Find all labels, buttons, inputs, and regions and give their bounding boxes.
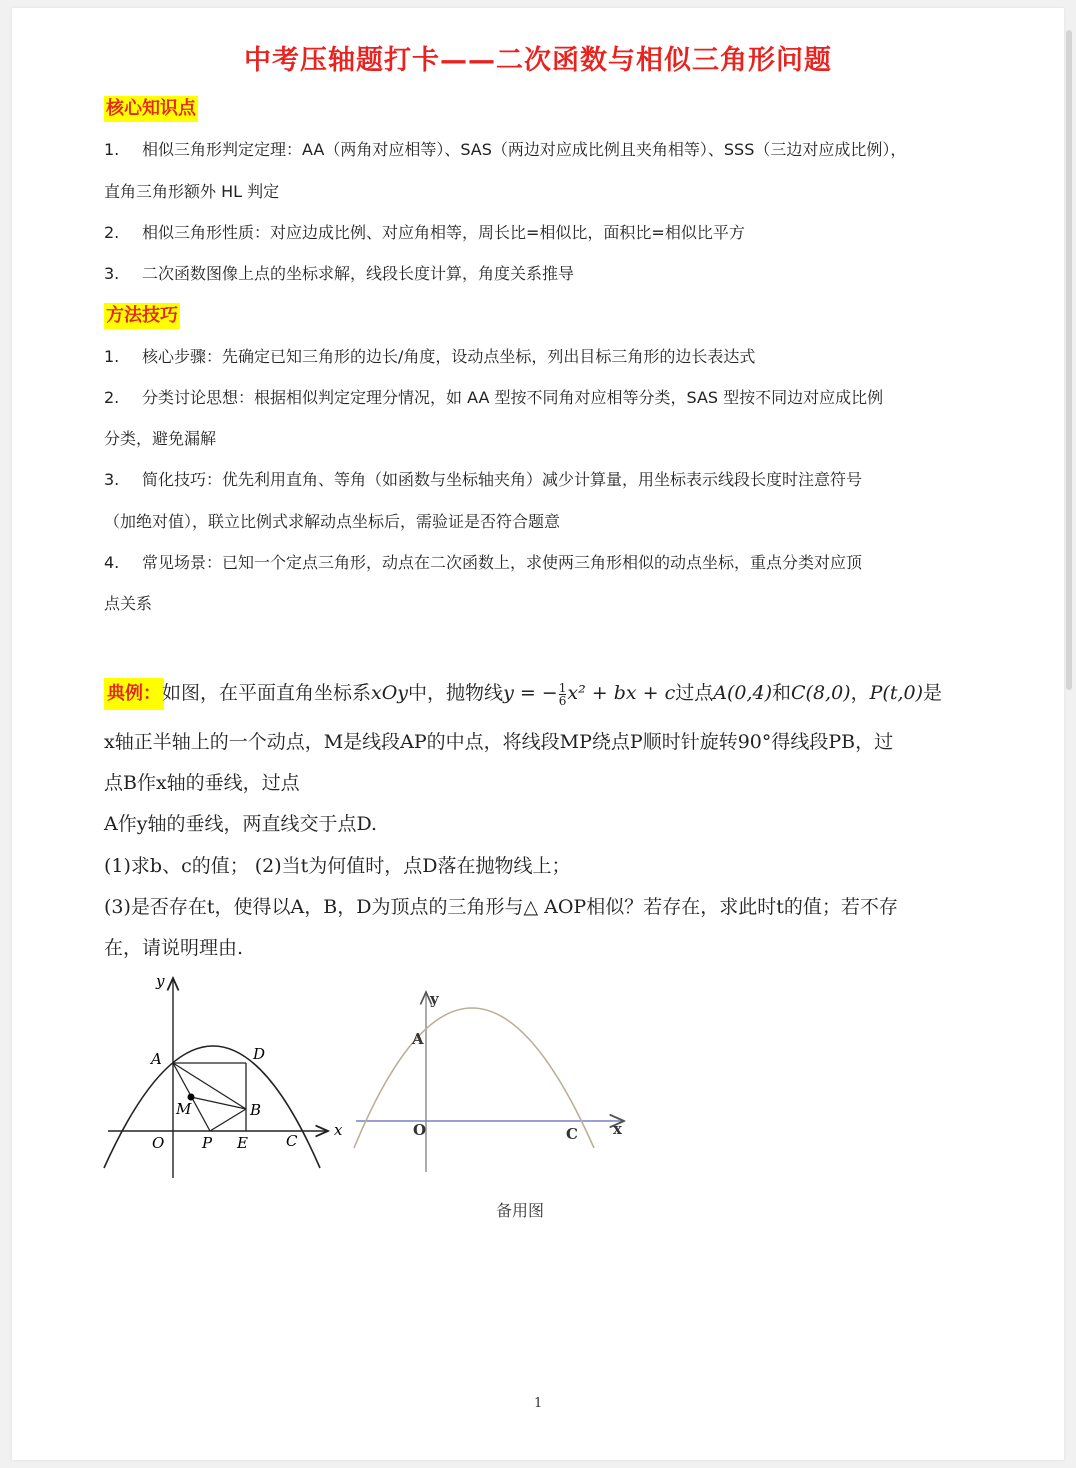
page-number: 1	[534, 1396, 543, 1411]
fig2-label-x: x	[613, 1120, 622, 1138]
fig1-label-O: O	[152, 1134, 165, 1152]
core-item-1: 1. 相似三角形判定定理：AA（两角对应相等）、SAS（两边对应成比例且夹角相等）、SSS（三边对应成比例），	[104, 140, 907, 159]
method-heading: 方法技巧	[104, 303, 180, 329]
line-MB	[191, 1097, 246, 1109]
method-item-2-cont: 分类，避免漏解	[104, 429, 217, 448]
example-line-6: (3)是否存在t，使得以A，B，D为顶点的三角形与△ AOP相似？若存在，求此时t的值；若不存	[104, 896, 898, 918]
method-item-3: 3. 简化技巧：优先利用直角、等角（如函数与坐标轴夹角）减少计算量，用坐标表示线段长度时注意符号	[104, 470, 863, 489]
method-item-4: 4. 常见场景：已知一个定点三角形，动点在二次函数上，求使两三角形相似的动点坐标，重点分类对应顶	[104, 553, 863, 572]
fig2-label-C: C	[566, 1125, 578, 1143]
example-line-4: A作y轴的垂线，两直线交于点D.	[104, 813, 378, 835]
fig2-label-A: A	[412, 1030, 424, 1048]
fig1-label-x: x	[334, 1121, 343, 1139]
core-item-2: 2. 相似三角形性质：对应边成比例、对应角相等，周长比=相似比，面积比=相似比平方	[104, 223, 745, 242]
page-title: 中考压轴题打卡——二次函数与相似三角形问题	[244, 45, 832, 76]
fig1-label-y: y	[156, 972, 165, 990]
core-knowledge-heading: 核心知识点	[104, 96, 198, 122]
fig1-label-M: M	[176, 1100, 192, 1118]
example-line-5: (1)求b、c的值； (2)当t为何值时，点D落在抛物线上；	[104, 855, 571, 877]
example-line-1: 如图，在平面直角坐标系xOy中，抛物线y = − $\frac{1}{6}$ x² + bx + c过点A(0,4)和C(8,0)，P(t,0)是	[162, 680, 943, 708]
fig2-label-y: y	[430, 990, 439, 1008]
fig1-label-D: D	[253, 1045, 266, 1063]
example-label: 典例：	[104, 678, 164, 710]
fig2-label-O: O	[413, 1121, 427, 1139]
parabola	[354, 1008, 594, 1148]
example-line-3: 点B作x轴的垂线，过点	[104, 772, 300, 794]
example-line-2: x轴正半轴上的一个动点，M是线段AP的中点，将线段MP绕点P顺时针旋转90°得线段PB，过	[104, 731, 894, 753]
fraction: $\frac{1}{6}$	[558, 680, 567, 708]
line-PB	[210, 1109, 246, 1131]
figure-backup	[348, 982, 638, 1182]
core-item-3: 3. 二次函数图像上点的坐标求解，线段长度计算，角度关系推导	[104, 264, 575, 283]
method-item-3-cont: （加绝对值），联立比例式求解动点坐标后，需验证是否符合题意	[104, 512, 561, 531]
fig1-label-E: E	[237, 1134, 248, 1152]
method-item-1: 1. 核心步骤：先确定已知三角形的边长/角度，设动点坐标，列出目标三角形的边长表达式	[104, 347, 756, 366]
method-item-4-cont: 点关系	[104, 594, 153, 613]
figure-main	[96, 970, 356, 1185]
fig1-label-A: A	[151, 1050, 162, 1068]
scrollbar[interactable]	[1066, 30, 1072, 690]
core-item-1-cont: 直角三角形额外 HL 判定	[104, 182, 280, 201]
fig1-label-B: B	[250, 1101, 262, 1119]
example-line-7: 在，请说明理由.	[104, 937, 244, 959]
fig1-label-C: C	[286, 1132, 298, 1150]
figure-caption: 备用图	[496, 1201, 545, 1220]
method-item-2: 2. 分类讨论思想：根据相似判定定理分情况，如 AA 型按不同角对应相等分类，SAS 型按不同边对应成比例	[104, 388, 884, 407]
fig1-label-P: P	[202, 1134, 213, 1152]
